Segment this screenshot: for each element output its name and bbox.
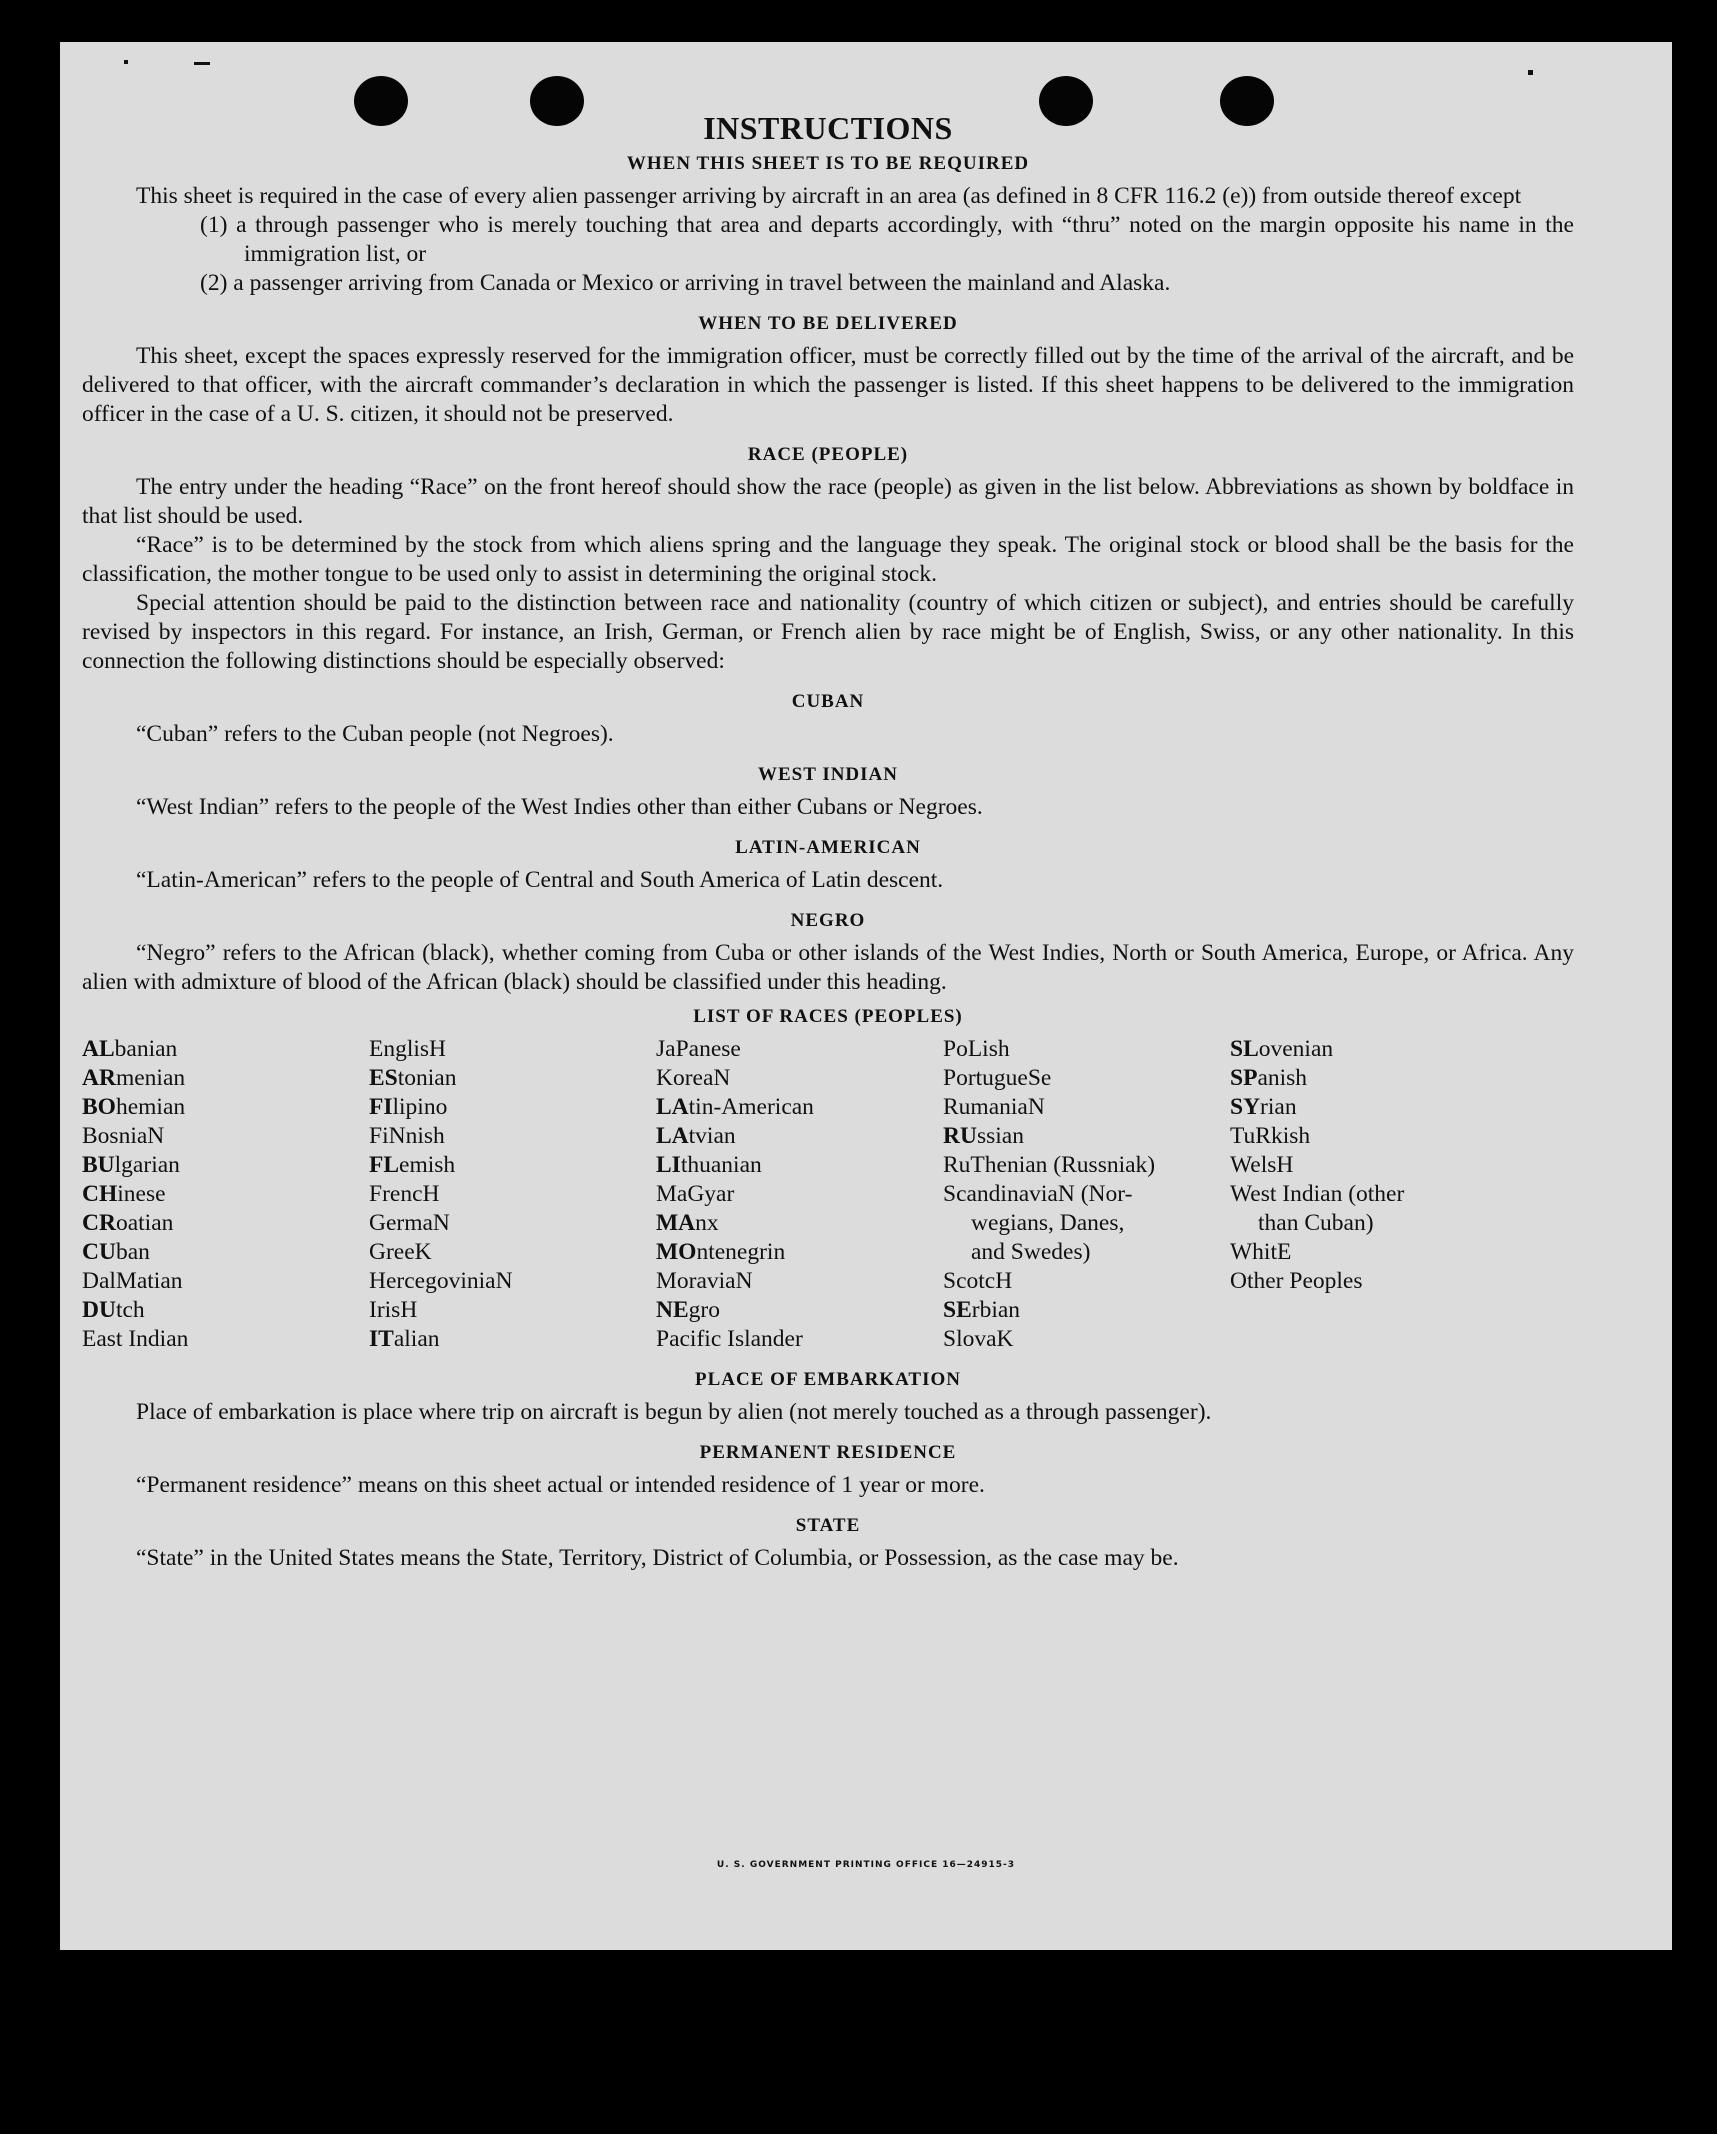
residence-text: “Permanent residence” means on this sheet actual or intended residence of 1 year or more. xyxy=(136,1472,985,1498)
race-entry: MOntenegrin xyxy=(656,1239,786,1265)
document-sheet xyxy=(60,42,1672,1950)
race-entry: GreeK xyxy=(369,1239,432,1265)
race-entry: HercegoviniaN xyxy=(369,1268,513,1294)
page-title: INSTRUCTIONS xyxy=(703,110,953,146)
race-entry: CHinese xyxy=(82,1181,166,1207)
race-entry: PoLish xyxy=(943,1036,1010,1062)
race-entry: SLovenian xyxy=(1230,1036,1334,1062)
race-entry: LAtvian xyxy=(656,1123,736,1149)
race-entry: DUtch xyxy=(82,1297,145,1323)
speck xyxy=(1528,70,1533,75)
race-entry: SErbian xyxy=(943,1297,1021,1323)
race-paragraph: Special attention should be paid to the distinction between race and nationality (country of which citizen or subject), and entries should be carefully revised by inspectors in this regard. For instance, an Irish, German, or French alien by race might be of English, Swiss, or any other nationality. In this connection the following distinctions should be especially observed: xyxy=(82,590,1574,674)
state-text: “State” in the United States means the State, Territory, District of Columbia, or Possession, as the case may be. xyxy=(136,1545,1179,1571)
race-paragraph: The entry under the heading “Race” on the front hereof should show the race (people) as given in the list below. Abbreviations as shown by boldface in that list should be used. xyxy=(82,474,1574,529)
when-delivered-text: This sheet, except the spaces expressly reserved for the immigration officer, must be correctly filled out by the time of the arrival of the aircraft, and be delivered to that officer, with the aircraft commander’s declaration in which the passenger is listed. If this sheet happens to be delivered to the immigration officer in the case of a U. S. citizen, it should not be preserved. xyxy=(82,343,1574,427)
race-entry: BUlgarian xyxy=(82,1152,180,1178)
race-heading: RACE (PEOPLE) xyxy=(747,444,909,465)
race-entry: MoraviaN xyxy=(656,1268,753,1294)
race-entry: ScotcH xyxy=(943,1268,1013,1294)
when-delivered-heading: WHEN TO BE DELIVERED xyxy=(698,313,958,334)
list-of-races-heading: LIST OF RACES (PEOPLES) xyxy=(693,1006,963,1027)
race-entry: SlovaK xyxy=(943,1326,1014,1352)
race-entry: DalMatian xyxy=(82,1268,183,1294)
race-entry: LAtin-American xyxy=(656,1094,814,1120)
when-required-text: This sheet is required in the case of every alien passenger arriving by aircraft in an area (as defined in 8 CFR 116.2 (e)) from outside thereof except xyxy=(136,183,1522,209)
race-entry: and Swedes) xyxy=(971,1239,1091,1265)
race-entry: IrisH xyxy=(369,1297,418,1323)
race-entry: West Indian (other xyxy=(1230,1181,1405,1207)
race-column xyxy=(369,1035,656,1354)
speck xyxy=(124,60,128,64)
race-entry: ITalian xyxy=(369,1326,440,1352)
race-entry: CUban xyxy=(82,1239,150,1265)
race-entry: BosniaN xyxy=(82,1123,165,1149)
race-entry: wegians, Danes, xyxy=(971,1210,1125,1236)
race-entry: EStonian xyxy=(369,1065,457,1091)
race-entry: LIthuanian xyxy=(656,1152,762,1178)
race-entry: RumaniaN xyxy=(943,1094,1045,1120)
race-entry: East Indian xyxy=(82,1326,189,1352)
state-heading: STATE xyxy=(795,1515,861,1536)
race-entry: FIlipino xyxy=(369,1094,448,1120)
race-column xyxy=(943,1035,1230,1354)
race-entry: EnglisH xyxy=(369,1036,447,1062)
race-entry: FiNnish xyxy=(369,1123,445,1149)
race-entry: ARmenian xyxy=(82,1065,186,1091)
race-entry: KoreaN xyxy=(656,1065,731,1091)
race-entry: MAnx xyxy=(656,1210,719,1236)
race-entry: NEgro xyxy=(656,1297,720,1323)
latin-american-heading: LATIN-AMERICAN xyxy=(735,837,921,858)
race-entry: than Cuban) xyxy=(1258,1210,1374,1236)
race-entry: TuRkish xyxy=(1230,1123,1311,1149)
race-entry: WelsH xyxy=(1230,1152,1294,1178)
race-entry: MaGyar xyxy=(656,1181,735,1207)
embarkation-text: Place of embarkation is place where trip on aircraft is begun by alien (not merely touched as a through passenger). xyxy=(136,1399,1212,1425)
instructions-content xyxy=(82,110,1574,1573)
embarkation-heading: PLACE OF EMBARKATION xyxy=(695,1369,961,1390)
negro-text: “Negro” refers to the African (black), whether coming from Cuba or other islands of the West Indies, North or South America, Europe, or Africa. Any alien with admixture of blood of the African (black) should be classified under this heading. xyxy=(82,940,1574,995)
when-required-heading: WHEN THIS SHEET IS TO BE REQUIRED xyxy=(626,153,1030,174)
race-entry: GermaN xyxy=(369,1210,450,1236)
race-entry: CRoatian xyxy=(82,1210,174,1236)
race-column xyxy=(82,1035,369,1354)
cuban-heading: CUBAN xyxy=(791,691,865,712)
race-list xyxy=(82,1035,1574,1354)
race-entry: ALbanian xyxy=(82,1036,178,1062)
race-entry: Other Peoples xyxy=(1230,1268,1363,1294)
speck xyxy=(194,62,210,65)
race-entry: PortugueSe xyxy=(943,1065,1052,1091)
residence-heading: PERMANENT RESIDENCE xyxy=(699,1442,957,1463)
race-entry: BOhemian xyxy=(82,1094,186,1120)
race-entry: SYrian xyxy=(1230,1094,1297,1120)
race-entry: JaPanese xyxy=(656,1036,741,1062)
latin-american-text: “Latin-American” refers to the people of Central and South America of Latin descent. xyxy=(136,867,944,893)
exception-1: (1) a through passenger who is merely touching that area and departs accordingly, with “thru” noted on the margin opposite his name in the immigration list, or xyxy=(200,212,1574,267)
cuban-text: “Cuban” refers to the Cuban people (not Negroes). xyxy=(136,721,614,747)
race-entry: WhitE xyxy=(1230,1239,1292,1265)
race-entry: Pacific Islander xyxy=(656,1326,803,1352)
race-entry: RUssian xyxy=(943,1123,1024,1149)
race-paragraph: “Race” is to be determined by the stock from which aliens spring and the language they speak. The original stock or blood shall be the basis for the classification, the mother tongue to be used only to assist in determining the original stock. xyxy=(82,532,1574,587)
negro-heading: NEGRO xyxy=(790,910,866,931)
race-column xyxy=(656,1035,943,1354)
race-entry: FLemish xyxy=(369,1152,456,1178)
exception-2: (2) a passenger arriving from Canada or Mexico or arriving in travel between the mainland and Alaska. xyxy=(200,270,1171,296)
west-indian-heading: WEST INDIAN xyxy=(758,764,898,785)
race-column xyxy=(1230,1035,1530,1354)
race-entry: SPanish xyxy=(1230,1065,1308,1091)
printing-office-imprint: U. S. GOVERNMENT PRINTING OFFICE 16—24915-3 xyxy=(716,1860,1016,1870)
race-entry: RuThenian (Russniak) xyxy=(943,1152,1156,1178)
west-indian-text: “West Indian” refers to the people of the West Indies other than either Cubans or Negroes. xyxy=(136,794,983,820)
race-entry: ScandinaviaN (Nor- xyxy=(943,1181,1133,1207)
race-entry: FrencH xyxy=(369,1181,440,1207)
